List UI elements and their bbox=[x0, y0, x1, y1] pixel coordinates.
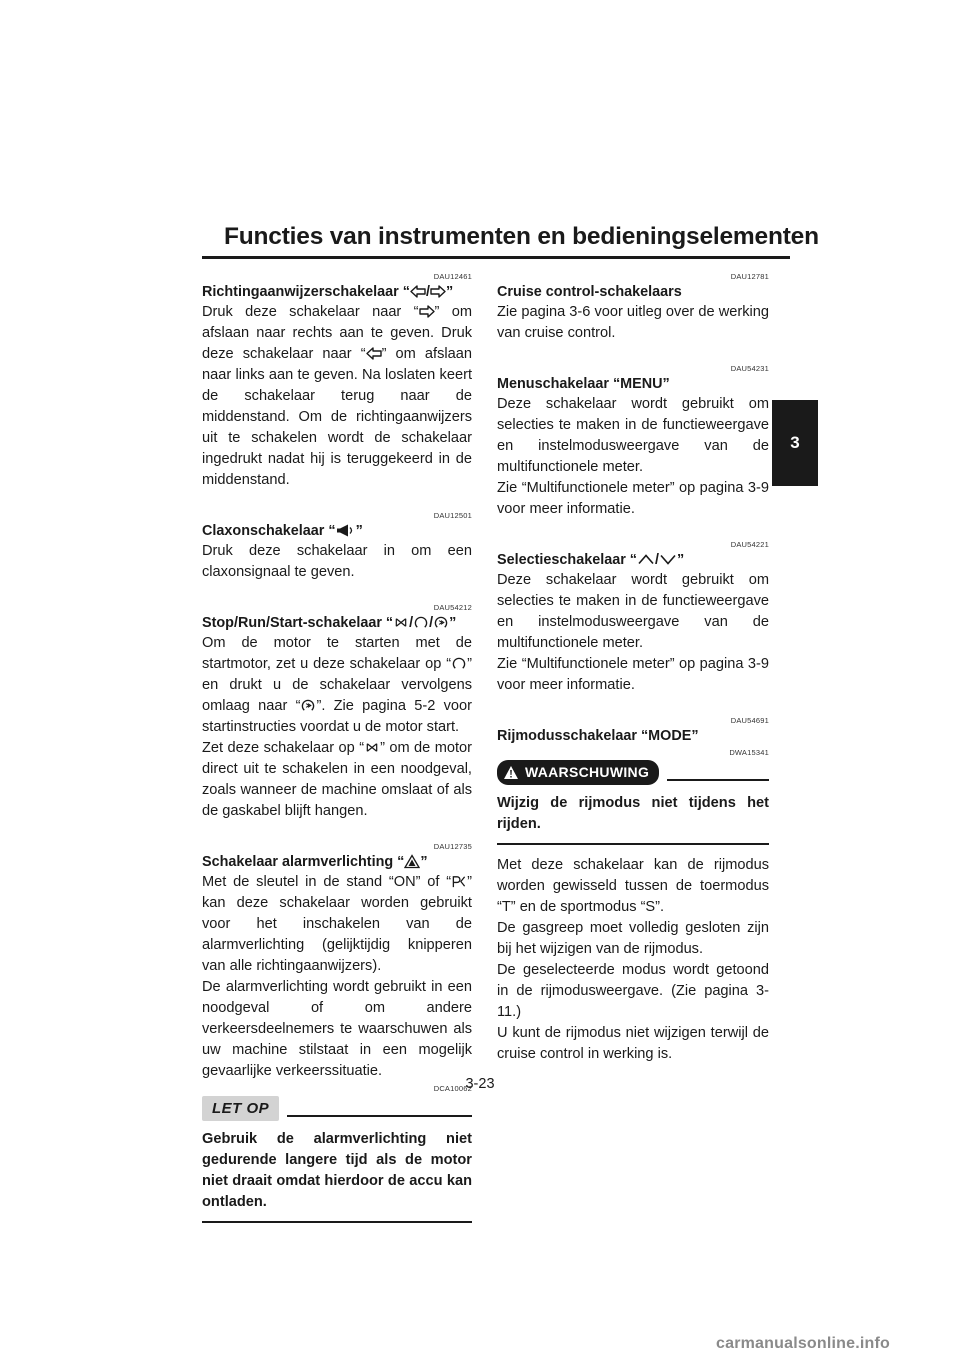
section-text: Zet deze schakelaar op “ ” om de motor direct uit te schakelen in een noodgeval, zoals wanneer de machine omslaat of als de gaskabel blijft hangen. bbox=[202, 740, 472, 819]
warning-label: WAARSCHUWING bbox=[497, 760, 659, 785]
section-code: DAU12461 bbox=[433, 272, 472, 281]
chevron-up-icon bbox=[637, 552, 655, 567]
section-code: DAU12501 bbox=[433, 511, 472, 520]
section-title: Richtingaanwijzerschakelaar “ / ” bbox=[202, 284, 454, 300]
page-number: 3-23 bbox=[465, 1076, 495, 1092]
section-title: Selectieschakelaar “ / ” bbox=[497, 552, 685, 568]
section-menu bbox=[497, 364, 769, 520]
notice-rule bbox=[287, 1115, 472, 1117]
section-text: De alarmverlichting wordt gebruikt in een noodgeval of om andere verkeersdeelnemers te waarschuwen als uw machine stilstaat in een mogelijk gevaarlijke verkeerssituatie. bbox=[202, 979, 472, 1079]
engine-start-icon bbox=[300, 698, 316, 713]
section-title: Cruise control-schakelaars bbox=[497, 284, 682, 300]
section-title: Stop/Run/Start-schakelaar “ / / ” bbox=[202, 615, 457, 631]
section-text: Met de sleutel in de stand “ON” of “ ” kan deze schakelaar worden gebruikt voor het inschakelen van de alarmverlichting (gelijktijdig knipperen van alle richtingaanwijzers). bbox=[202, 874, 472, 974]
parking-icon bbox=[451, 874, 467, 889]
chevron-down-icon bbox=[659, 552, 677, 567]
section-text: De gasgreep moet volledig gesloten zijn bij het wijzigen van de rijmodus. bbox=[497, 920, 769, 957]
section-text: Zie pagina 3-6 voor uitleg over de werking van cruise control. bbox=[497, 304, 769, 341]
section-title: Menuschakelaar “MENU” bbox=[497, 376, 670, 392]
section-title: Rijmodusschakelaar “MODE” bbox=[497, 728, 699, 744]
turn-right-icon bbox=[419, 304, 435, 319]
section-text: Zie “Multifunctionele meter” op pagina 3-9 voor meer informatie. bbox=[497, 656, 769, 693]
notice-code: DCA10062 bbox=[433, 1084, 472, 1093]
section-text: Zie “Multifunctionele meter” op pagina 3-9 voor meer informatie. bbox=[497, 480, 769, 517]
section-mode bbox=[497, 716, 769, 1065]
notice-label: LET OP bbox=[202, 1096, 279, 1121]
turn-left-icon bbox=[410, 284, 426, 299]
engine-run-icon bbox=[413, 615, 429, 630]
section-code: DAU12735 bbox=[433, 842, 472, 851]
engine-stop-icon bbox=[393, 615, 409, 630]
section-code: DAU54691 bbox=[730, 716, 769, 725]
section-text: Om de motor te starten met de startmotor, zet u deze schakelaar op “ ” en drukt u de schakelaar vervolgens omlaag naar “ ”. Zie pagina 5-2 voor startinstructies voordat u de motor start. bbox=[202, 635, 473, 735]
warning-end-rule bbox=[497, 843, 769, 845]
engine-run-icon bbox=[451, 656, 467, 671]
section-select bbox=[497, 540, 769, 696]
section-cruise-control bbox=[497, 272, 769, 344]
turn-right-icon bbox=[430, 284, 446, 299]
warning-code: DWA15341 bbox=[729, 748, 769, 757]
section-text: Druk deze schakelaar in om een claxonsignaal te geven. bbox=[202, 543, 472, 580]
right-column bbox=[497, 272, 769, 1085]
header-rule bbox=[202, 256, 790, 259]
section-text: De geselecteerde modus wordt getoond in de rijmodusweergave. (Zie pagina 3-11.) bbox=[497, 962, 769, 1020]
section-code: DAU54231 bbox=[730, 364, 769, 373]
warning-rule bbox=[667, 779, 769, 781]
engine-start-icon bbox=[433, 615, 449, 630]
notice-text: Gebruik de alarmverlichting niet gedurende langere tijd als de motor niet draait omdat hierdoor de accu kan ontladen. bbox=[202, 1131, 472, 1210]
warning-box bbox=[497, 748, 769, 845]
page-title: Functies van instrumenten en bedieningselementen bbox=[224, 223, 819, 250]
section-title: Schakelaar alarmverlichting “ ” bbox=[202, 854, 428, 870]
horn-icon bbox=[336, 523, 356, 538]
left-column bbox=[202, 272, 472, 1243]
notice-end-rule bbox=[202, 1221, 472, 1223]
section-code: DAU54212 bbox=[433, 603, 472, 612]
notice-box bbox=[202, 1084, 472, 1223]
section-code: DAU12781 bbox=[730, 272, 769, 281]
section-text: Deze schakelaar wordt gebruikt om selecties te maken in de functieweergave en instelmodusweergave van de multifunctionele meter. bbox=[497, 572, 769, 651]
engine-stop-icon bbox=[364, 740, 380, 755]
section-title: Claxonschakelaar “ ” bbox=[202, 523, 363, 539]
turn-left-icon bbox=[366, 346, 382, 361]
section-text: U kunt de rijmodus niet wijzigen terwijl de cruise control in werking is. bbox=[497, 1025, 769, 1062]
section-text: Met deze schakelaar kan de rijmodus worden gewisseld tussen de toermodus “T” en de sportmodus “S”. bbox=[497, 857, 769, 915]
section-stop-run-start bbox=[202, 603, 472, 822]
chapter-tab: 3 bbox=[772, 400, 818, 486]
warning-text: Wijzig de rijmodus niet tijdens het rijden. bbox=[497, 795, 769, 832]
watermark-url: carmanualsonline.info bbox=[716, 1335, 891, 1352]
section-text: Druk deze schakelaar naar “ ” om afslaan naar rechts aan te geven. Druk deze schakelaar naar “ ” om afslaan naar links aan te geven. Na loslaten keert de schakelaar terug naar de middenstand. Om de richtingaanwijzers uit te schakelen wordt de schakelaar ingedrukt nadat hij is teruggekeerd in de middenstand. bbox=[202, 304, 472, 488]
section-code: DAU54221 bbox=[730, 540, 769, 549]
section-turn-signal bbox=[202, 272, 472, 491]
section-text: Deze schakelaar wordt gebruikt om selecties te maken in de functieweergave en instelmodusweergave van de multifunctionele meter. bbox=[497, 396, 769, 475]
warning-icon bbox=[503, 765, 519, 780]
section-hazard bbox=[202, 842, 472, 1223]
hazard-triangle-icon bbox=[404, 854, 420, 869]
section-horn bbox=[202, 511, 472, 583]
